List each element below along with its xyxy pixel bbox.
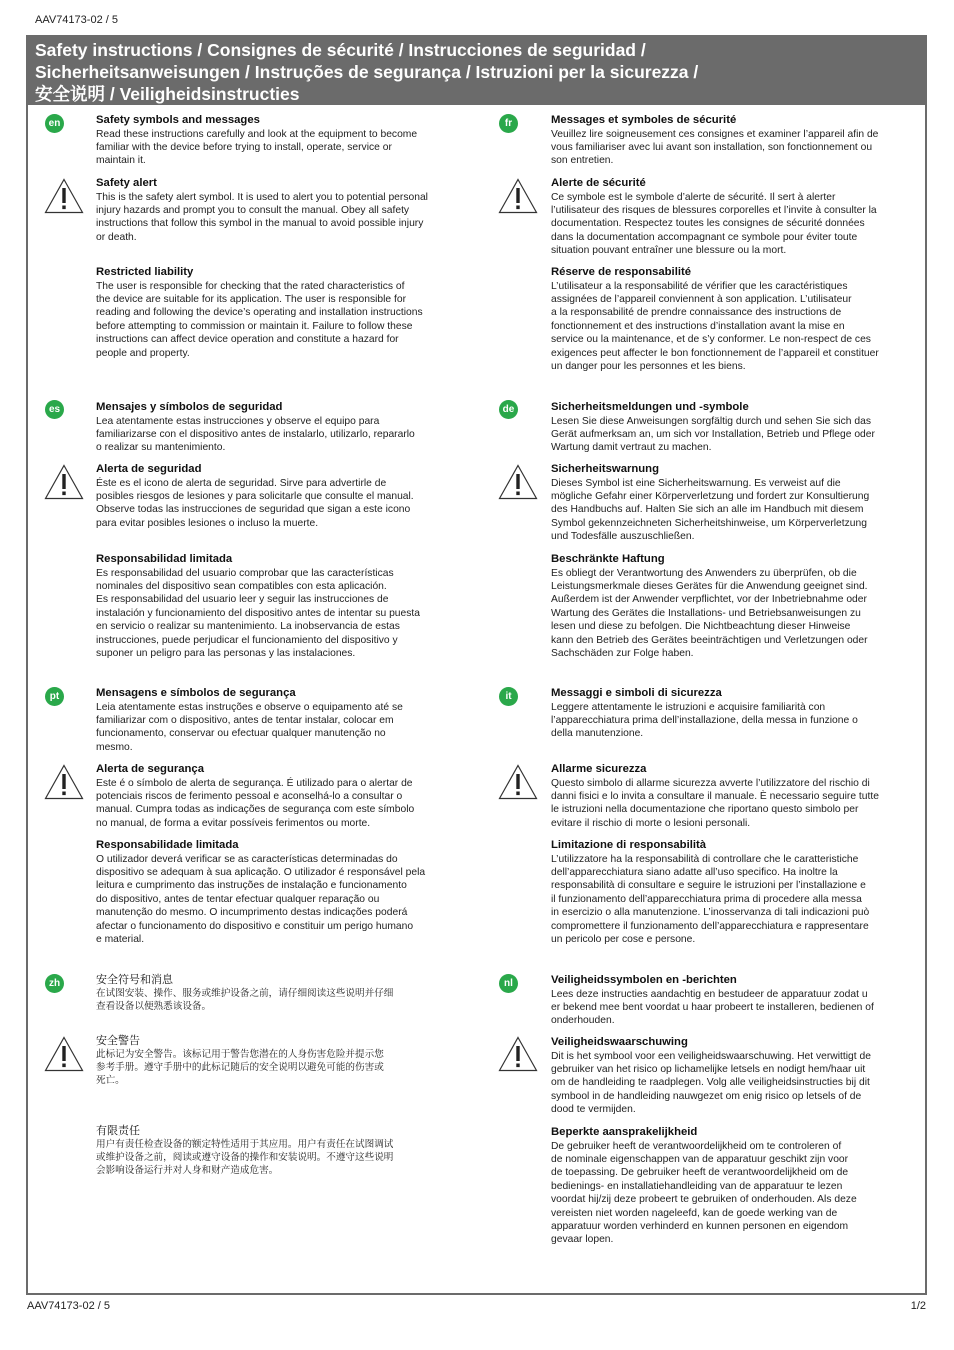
language-badge-en: en (45, 114, 64, 133)
en-safety-symbols-section (96, 114, 417, 168)
header-title-line-2: Sicherheitsanweisungen / Instruções de segurança / Istruzioni per la sicurezza / (35, 62, 699, 82)
section-title: Safety alert (96, 177, 157, 189)
section-title: Alerta de seguridad (96, 463, 202, 475)
it-restricted-liability-section (551, 839, 869, 946)
header-title-line-3: 安全说明 / Veiligheidsinstructies (35, 84, 300, 104)
section-text: Dit is het symbool voor een veiligheidswaarschuwing. Het verwittigt de gebruiker van het risico op lichamelijke letsels en nodigt hem/haar uit om de handleiding te raadplegen. Volg alle veiligheidsinstructies bij dit symbool in de handleiding nauwgezet om enig risico op letsels of de dood te vermijden. (551, 1050, 871, 1116)
es-safety-symbols-section (96, 401, 415, 455)
warning-triangle-icon (44, 1036, 84, 1072)
section-text: The user is responsible for checking that the rated characteristics of the device are suitable for its application. The user is responsible for reading and following the device’s operating and installation instructions before attempting to commission or maintain it. Failure to follow these instructions can affect device operation and constitute a hazard for people and property. (96, 280, 423, 359)
section-title: Messaggi e simboli di sicurezza (551, 687, 722, 699)
warning-triangle-icon (44, 764, 84, 800)
section-title: Beperkte aansprakelijkheid (551, 1126, 698, 1138)
pt-safety-symbols-section (96, 687, 403, 754)
section-text: Éste es el icono de alerta de seguridad. Sirve para advertirle de posibles riesgos de lesiones y para solicitarle que consulte el manual. Observe todas las instrucciones de seguridad que sigan a este icono para evitar posibles lesiones o incluso la muerte. (96, 477, 414, 529)
page-header (28, 37, 925, 105)
section-title: Limitazione di responsabilità (551, 839, 707, 851)
nl-safety-alert-section (551, 1036, 871, 1117)
section-text: De gebruiker heeft de verantwoordelijkheid om te controleren of de nominale eigenschappen van de apparatuur geschikt zijn voor de toepassing. De gebruiker heeft de verantwoordelijkheid om de bedienings- en installatiehandleiding van de apparatuur te lezen voordat hij/zij deze probeert te gebruiken of onderhouden. Als deze vereisten niet worden nageleefd, kan de goede werking van de apparatuur worden verhinderd en kunnen personen en eigendom gevaar lopen. (551, 1140, 857, 1246)
section-title: Alerta de segurança (96, 763, 204, 775)
section-title: Allarme sicurezza (551, 763, 647, 775)
section-title: Sicherheitswarnung (551, 463, 659, 475)
warning-triangle-icon (44, 178, 84, 214)
section-text: This is the safety alert symbol. It is used to alert you to potential personal injury hazards and prompt you to consult the manual. Obey all safety instructions that follow this symbol in the manual to avoid possible injury or death. (96, 191, 428, 243)
warning-triangle-icon (498, 764, 538, 800)
section-title: Restricted liability (96, 266, 194, 278)
section-title: Alerte de sécurité (551, 177, 646, 189)
section-title: Veiligheidssymbolen en -berichten (551, 974, 737, 986)
language-badge-de: de (499, 400, 518, 419)
it-safety-alert-section (551, 763, 879, 830)
pt-restricted-liability-section (96, 839, 425, 946)
section-title: 有限责任 (96, 1124, 140, 1137)
zh-restricted-liability-section (96, 1124, 393, 1178)
section-text: Es obliegt der Verantwortung des Anwenders zu überprüfen, ob die Leistungsmerkmale dieses Gerätes für die Anwendung geeignet sind. Außerdem ist der Anwender verpflichtet, vor der Inbetriebnahme oder Wartung des Gerätes die Installations- und Betriebsanweisungen zu lesen und diese zu befolgen. Die Nichtbeachtung dieser Hinweise kann den Betrieb des Gerätes beeinträchtigen und Verletzungen oder Sachschäden zur Folge haben. (551, 567, 868, 659)
section-text: Este é o símbolo de alerta de segurança. É utilizado para o alertar de potenciais riscos de ferimento pessoal e aconselhá-lo a consultar o manual. Cumpra todas as indicações de segurança com este símbolo no manual, de forma a evitar possíveis ferimentos ou morte. (96, 777, 415, 829)
section-text: Veuillez lire soigneusement ces consignes et examiner l’appareil afin de vous familiariser avec lui avant son installation, son fonctionnement ou son entretien. (551, 128, 879, 167)
de-safety-alert-section (551, 463, 869, 544)
zh-safety-alert-section (96, 1034, 384, 1088)
section-text: 用户有责任检查设备的额定特性适用于其应用。用户有责任在试图调试 或维护设备之前，阅读或遵守设备的操作和安装说明。不遵守这些说明 会影响设备运行并对人身和财产造成危害。 (96, 1138, 394, 1177)
section-text: Lea atentamente estas instrucciones y observe el equipo para familiarizarse con el dispositivo antes de instalarlo, utilizarlo, repararlo o realizar su mantenimiento. (96, 415, 415, 454)
en-safety-alert-section (96, 177, 428, 244)
section-text: Dieses Symbol ist eine Sicherheitswarnung. Es verweist auf die mögliche Gefahr einer Körperverletzung und fordert zur Konsultierung des Handbuchs auf. Halten Sie sich an alle im Handbuch mit diesem Symbol gekennzeichneten Sicherheitshinweise, um Körperverletzung und Todesfälle auszuschließen. (551, 477, 870, 543)
warning-triangle-icon (44, 464, 84, 500)
section-title: Réserve de responsabilité (551, 266, 692, 278)
fr-restricted-liability-section (551, 266, 879, 373)
section-text: 在试图安装、操作、服务或维护设备之前，请仔细阅读这些说明并仔细 查看设备以便熟悉该设备。 (96, 987, 394, 1012)
section-title: Mensagens e símbolos de segurança (96, 687, 296, 699)
es-restricted-liability-section (96, 553, 420, 660)
section-text: Leia atentamente estas instruções e observe o equipamento até se familiarizar com o dispositivo, antes de tentar instalar, colocar em funcionamento, conservar ou efectuar qualquer manutenção no mesmo. (96, 701, 403, 753)
warning-triangle-icon (498, 178, 538, 214)
header-title-line-1: Safety instructions / Consignes de sécurité / Instrucciones de seguridad / (35, 40, 646, 60)
section-title: Sicherheitsmeldungen und -symbole (551, 401, 749, 413)
section-title: 安全符号和消息 (96, 973, 173, 986)
en-restricted-liability-section (96, 266, 423, 360)
language-badge-it: it (499, 687, 518, 706)
section-text: L’utilizzatore ha la responsabilità di controllare che le caratteristiche dell’apparecchiatura siano adatte all’uso specifico. Ha inoltre la responsabilità di consultare e seguire le istruzioni per l’installazione e il funzionamento dell’apparecchiatura prima di procedere alla messa in esercizio o alla manutenzione. L’inosservanza di tali indicazioni può compromettere il funzionamento dell’apparecchiatura e rappresentare un pericolo per cose e persone. (551, 853, 870, 945)
language-badge-zh: zh (45, 974, 64, 993)
fr-safety-alert-section (551, 177, 877, 258)
section-text: Leggere attentamente le istruzioni e acquisire familiarità con l’apparecchiatura prima dell’installazione, della messa in funzione o della manutenzione. (551, 701, 858, 740)
it-safety-symbols-section (551, 687, 858, 741)
section-text: 此标记为安全警告。该标记用于警告您潜在的人身伤害危险并提示您 参考手册。遵守手册中的此标记随后的安全说明以避免可能的伤害或 死亡。 (96, 1048, 384, 1087)
section-title: Responsabilidade limitada (96, 839, 239, 851)
pt-safety-alert-section (96, 763, 414, 830)
nl-safety-symbols-section (551, 974, 874, 1028)
warning-triangle-icon (498, 1036, 538, 1072)
section-title: Mensajes y símbolos de seguridad (96, 401, 283, 413)
fr-safety-symbols-section (551, 114, 878, 168)
zh-safety-symbols-section (96, 973, 393, 1013)
section-text: Questo simbolo di allarme sicurezza avverte l’utilizzatore del rischio di danni fisici e lo invita a consultare il manuale. È necessario seguire tutte le istruzioni nella documentazione che riportano questo simbolo per evitare il rischio di morte o lesioni personali. (551, 777, 879, 829)
document-code-footer: AAV74173-02 / 5 (27, 1300, 110, 1312)
section-text: Lesen Sie diese Anweisungen sorgfältig durch und sehen Sie sich das Gerät aufmerksam an, um sich vor Installation, Betrieb und Pflege oder Wartung damit vertraut zu machen. (551, 415, 875, 454)
section-title: Safety symbols and messages (96, 114, 260, 126)
section-text: L’utilisateur a la responsabilité de vérifier que les caractéristiques assignées de l’appareil conviennent à son application. L’utilisateur a la responsabilité de prendre connaissance des instructions de fonctionnement et des instructions d’installation avant la mise en service ou la maintenance, et de s’y conformer. Le non-respect de ces exigences peut affecter le bon fonctionnement de l’appareil et constituer un danger pour les personnes et les biens. (551, 280, 879, 372)
section-text: Lees deze instructies aandachtig en bestudeer de apparatuur zodat u er bekend mee bent voordat u haar probeert te installeren, bedienen of onderhouden. (551, 988, 874, 1027)
de-restricted-liability-section (551, 553, 868, 660)
section-title: Beschränkte Haftung (551, 553, 665, 565)
section-title: Veiligheidswaarschuwing (551, 1036, 688, 1048)
document-code-top: AAV74173-02 / 5 (35, 14, 118, 26)
section-text: Es responsabilidad del usuario comprobar que las características nominales del dispositivo sean compatibles con esta aplicación. Es responsabilidad del usuario leer y seguir las instrucciones de instalación y funcionamiento del dispositivo antes de intentar su puesta en servicio o realizar su mantenimiento. La inobservancia de estas instrucciones, puede perjudicar el funcionamiento del dispositivo y suponer un peligro para las personas y las instalaciones. (96, 567, 420, 659)
section-text: Read these instructions carefully and look at the equipment to become familiar with the device before trying to install, operate, service or maintain it. (96, 128, 418, 167)
warning-triangle-icon (498, 464, 538, 500)
section-text: Ce symbole est le symbole d’alerte de sécurité. Il sert à alerter l’utilisateur des risques de blessures corporelles et l’invite à consulter la documentation. Respectez toutes les consignes de sécurité données dans la documentation accompagnant ce symbole pour éviter toute situation pouvant entraîner une blessure ou la mort. (551, 191, 877, 257)
language-badge-fr: fr (499, 114, 518, 133)
section-title: Responsabilidad limitada (96, 553, 233, 565)
page-number: 1/2 (910, 1300, 926, 1312)
language-badge-pt: pt (45, 687, 64, 706)
de-safety-symbols-section (551, 401, 875, 455)
language-badge-nl: nl (499, 974, 518, 993)
section-text: O utilizador deverá verificar se as características determinadas do dispositivo se adequam à sua aplicação. O utilizador é responsável pela leitura e cumprimento das instruções de instalação e funcionamento do dispositivo, antes de tentar efectuar qualquer reparação ou manutenção do mesmo. O incumprimento destas indicações poderá afectar o funcionamento do dispositivo e constituir um perigo humano e material. (96, 853, 426, 945)
language-badge-es: es (45, 400, 64, 419)
section-title: 安全警告 (96, 1034, 140, 1047)
nl-restricted-liability-section (551, 1126, 857, 1247)
es-safety-alert-section (96, 463, 414, 530)
section-title: Messages et symboles de sécurité (551, 114, 737, 126)
